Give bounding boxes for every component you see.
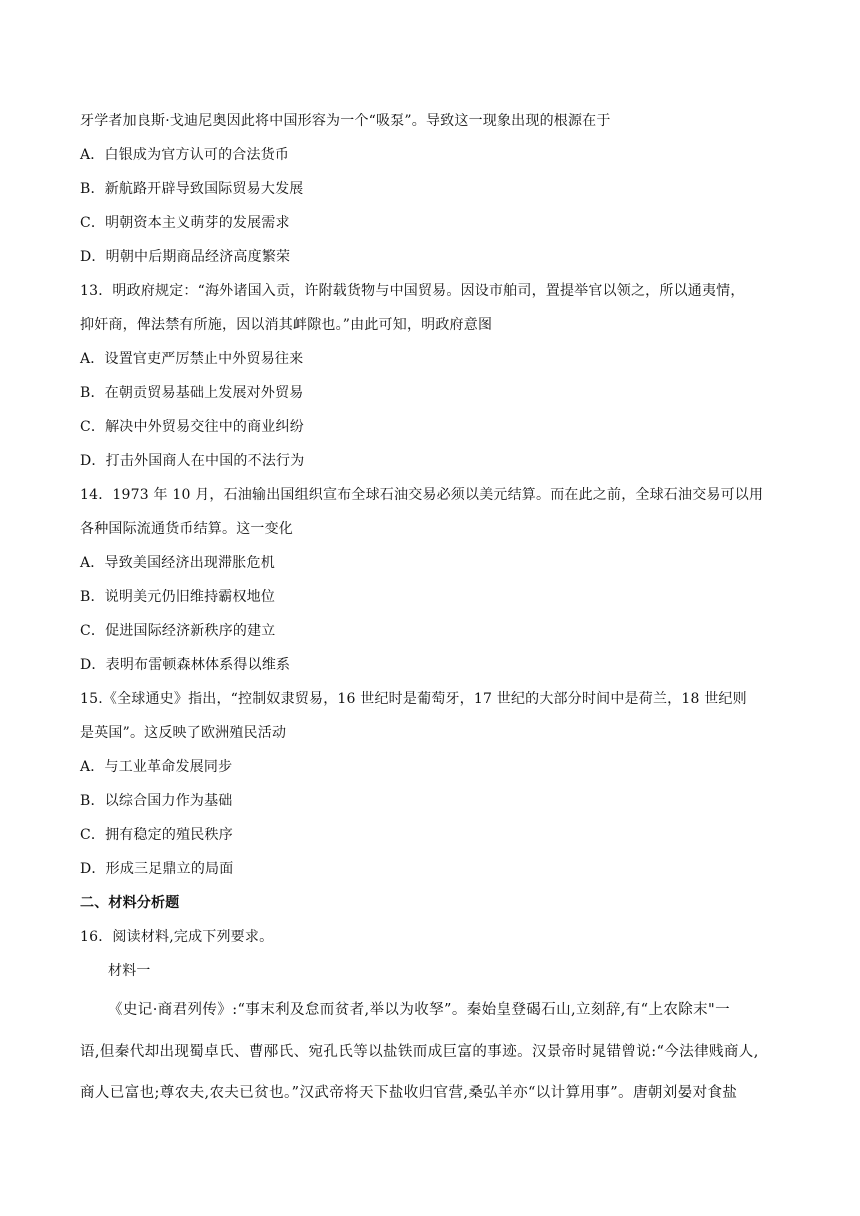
q16-material-line3: 商人已富也;尊农夫,农夫已贫也。”汉武帝将天下盐收归官营,桑弘羊亦“以计算用事”。唐朝刘晏对食盐 xyxy=(80,1085,738,1101)
q12-option-a: A．白银成为官方认可的合法货币 xyxy=(80,147,290,163)
q13-option-b: B．在朝贡贸易基础上发展对外贸易 xyxy=(80,385,304,401)
q15-option-b: B．以综合国力作为基础 xyxy=(80,793,233,809)
q12-option-b: B．新航路开辟导致国际贸易大发展 xyxy=(80,181,304,197)
q14-stem-line1: 14．1973 年 10 月，石油输出国组织宣布全球石油交易必须以美元结算。而在此之前，全球石油交易可以用 xyxy=(80,487,764,503)
q14-option-b: B．说明美元仍旧维持霸权地位 xyxy=(80,589,276,605)
q14-option-c: C．促进国际经济新秩序的建立 xyxy=(80,623,276,639)
q13-option-d: D．打击外国商人在中国的不法行为 xyxy=(80,453,305,469)
section-heading: 二、材料分析题 xyxy=(80,895,180,911)
q15-stem-line2: 是英国”。这反映了欧洲殖民活动 xyxy=(80,725,287,741)
q12-option-c: C．明朝资本主义萌芽的发展需求 xyxy=(80,215,290,231)
q16-stem: 16．阅读材料,完成下列要求。 xyxy=(80,929,274,945)
q15-option-a: A．与工业革命发展同步 xyxy=(80,759,233,775)
q16-material-line1: 《史记·商君列传》:“事末利及怠而贫者,举以为收孥”。秦始皇登碣石山,立刻辞,有“上农除末"一 xyxy=(108,1002,731,1018)
q15-stem-line1: 15.《全球通史》指出，“控制奴隶贸易，16 世纪时是葡萄牙，17 世纪的大部分时间中是荷兰，18 世纪则 xyxy=(80,691,747,707)
q16-material-line2: 语,但秦代却出现蜀卓氏、曹邴氏、宛孔氏等以盐铁而成巨富的事迹。汉景帝时晁错曾说:“今法律贱商人, xyxy=(80,1044,759,1060)
q12-option-d: D．明朝中后期商品经济高度繁荣 xyxy=(80,249,291,265)
q15-option-d: D．形成三足鼎立的局面 xyxy=(80,861,234,877)
q13-option-c: C．解决中外贸易交往中的商业纠纷 xyxy=(80,419,304,435)
q13-stem-line2: 抑奸商，俾法禁有所施，因以消其衅隙也。”由此可知，明政府意图 xyxy=(80,317,493,333)
q14-option-a: A．导致美国经济出现滞胀危机 xyxy=(80,555,275,571)
q16-material-label: 材料一 xyxy=(108,963,151,979)
q15-option-c: C．拥有稳定的殖民秩序 xyxy=(80,827,233,843)
q13-option-a: A．设置官吏严厉禁止中外贸易往来 xyxy=(80,351,304,367)
q14-option-d: D．表明布雷顿森林体系得以维系 xyxy=(80,657,291,673)
q13-stem-line1: 13．明政府规定：“海外诸国入贡，许附载货物与中国贸易。因设市舶司，置提举官以领之，所以通夷情， xyxy=(80,283,745,299)
q12-stem-tail: 牙学者加良斯·戈迪尼奥因此将中国形容为一个“吸泵”。导致这一现象出现的根源在于 xyxy=(80,113,611,129)
q14-stem-line2: 各种国际流通货币结算。这一变化 xyxy=(80,521,293,537)
